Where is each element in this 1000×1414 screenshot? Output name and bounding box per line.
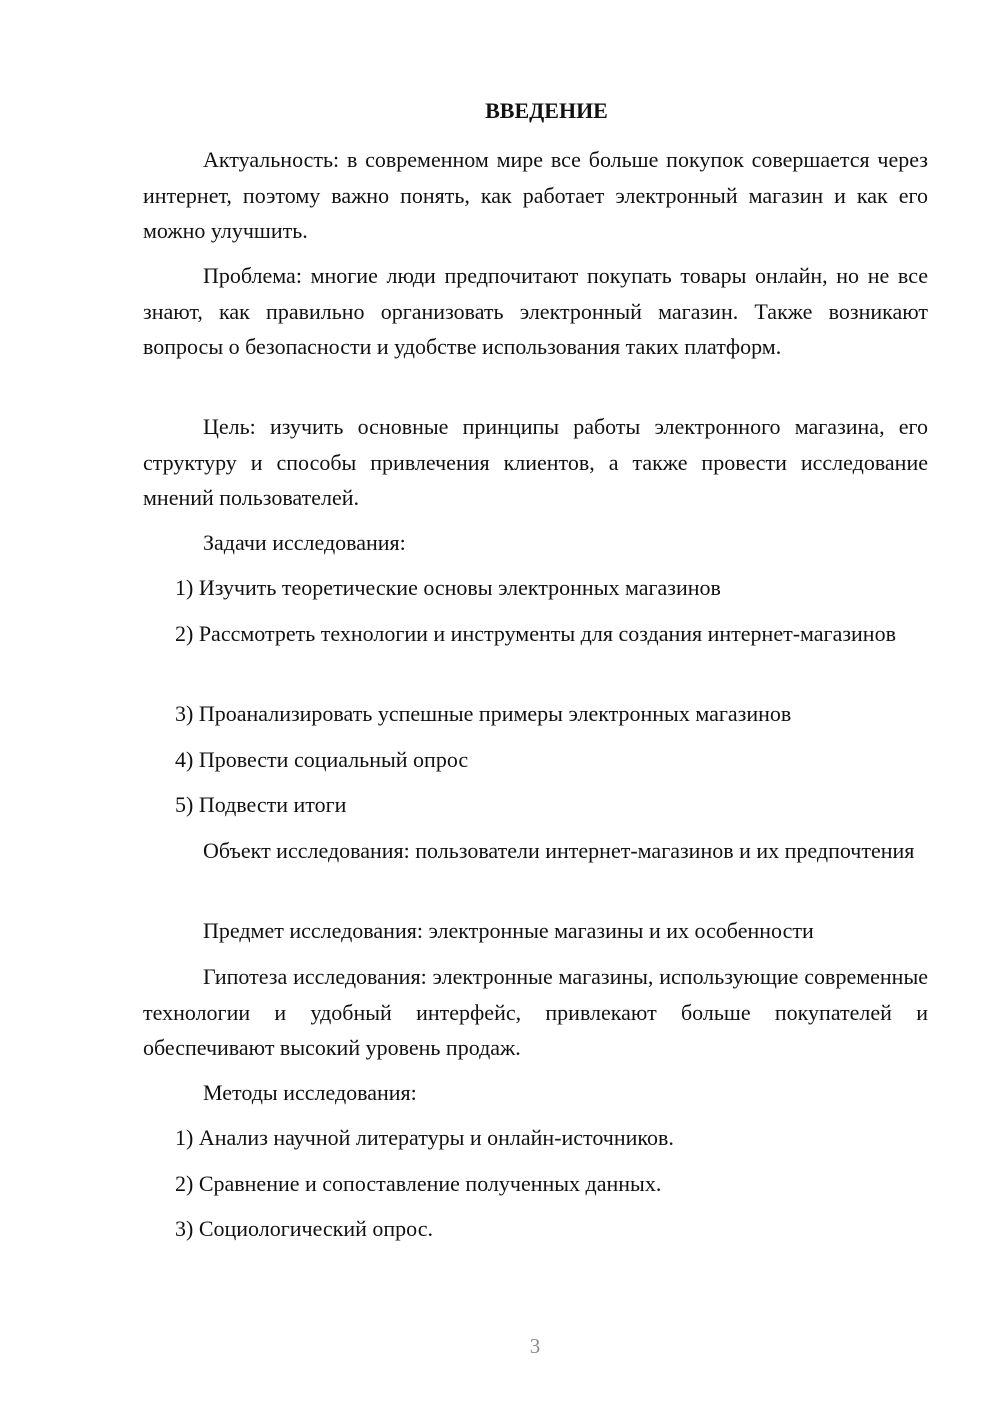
task-item-4: 4) Провести социальный опрос [175,747,469,772]
hypothesis-paragraph: Гипотеза исследования: электронные магазины, использующие современные технологии и удобный интерфейс, привлекают больше покупателей и обеспечивают высокий уровень продаж. [143,964,928,1060]
section-heading: ВВЕДЕНИЕ [485,98,608,123]
document-page [143,0,928,1414]
task-item-2: 2) Рассмотреть технологии и инструменты для создания интернет-магазинов [175,621,896,646]
method-item-1: 1) Анализ научной литературы и онлайн-источников. [175,1125,674,1150]
goal-paragraph: Цель: изучить основные принципы работы электронного магазина, его структуру и способы привлечения клиентов, а также провести исследование мнений пользователей. [143,414,928,510]
page-number: 3 [529,1334,541,1358]
method-item-2: 2) Сравнение и сопоставление полученных данных. [175,1171,662,1196]
tasks-title: Задачи исследования: [203,530,406,555]
task-item-1: 1) Изучить теоретические основы электронных магазинов [175,575,721,600]
object-paragraph: Объект исследования: пользователи интернет-магазинов и их предпочтения [203,838,915,863]
method-item-3: 3) Социологический опрос. [175,1216,433,1241]
task-item-3: 3) Проанализировать успешные примеры электронных магазинов [175,701,792,726]
methods-title: Методы исследования: [203,1080,417,1105]
problem-paragraph: Проблема: многие люди предпочитают покупать товары онлайн, но не все знают, как правильно организовать электронный магазин. Также возникают вопросы о безопасности и удобстве использования таких платформ. [143,263,928,359]
relevance-paragraph: Актуальность: в современном мире все больше покупок совершается через интернет, поэтому важно понять, как работает электронный магазин и как его можно улучшить. [143,147,928,243]
subject-paragraph: Предмет исследования: электронные магазины и их особенности [203,918,814,943]
task-item-5: 5) Подвести итоги [175,792,347,817]
